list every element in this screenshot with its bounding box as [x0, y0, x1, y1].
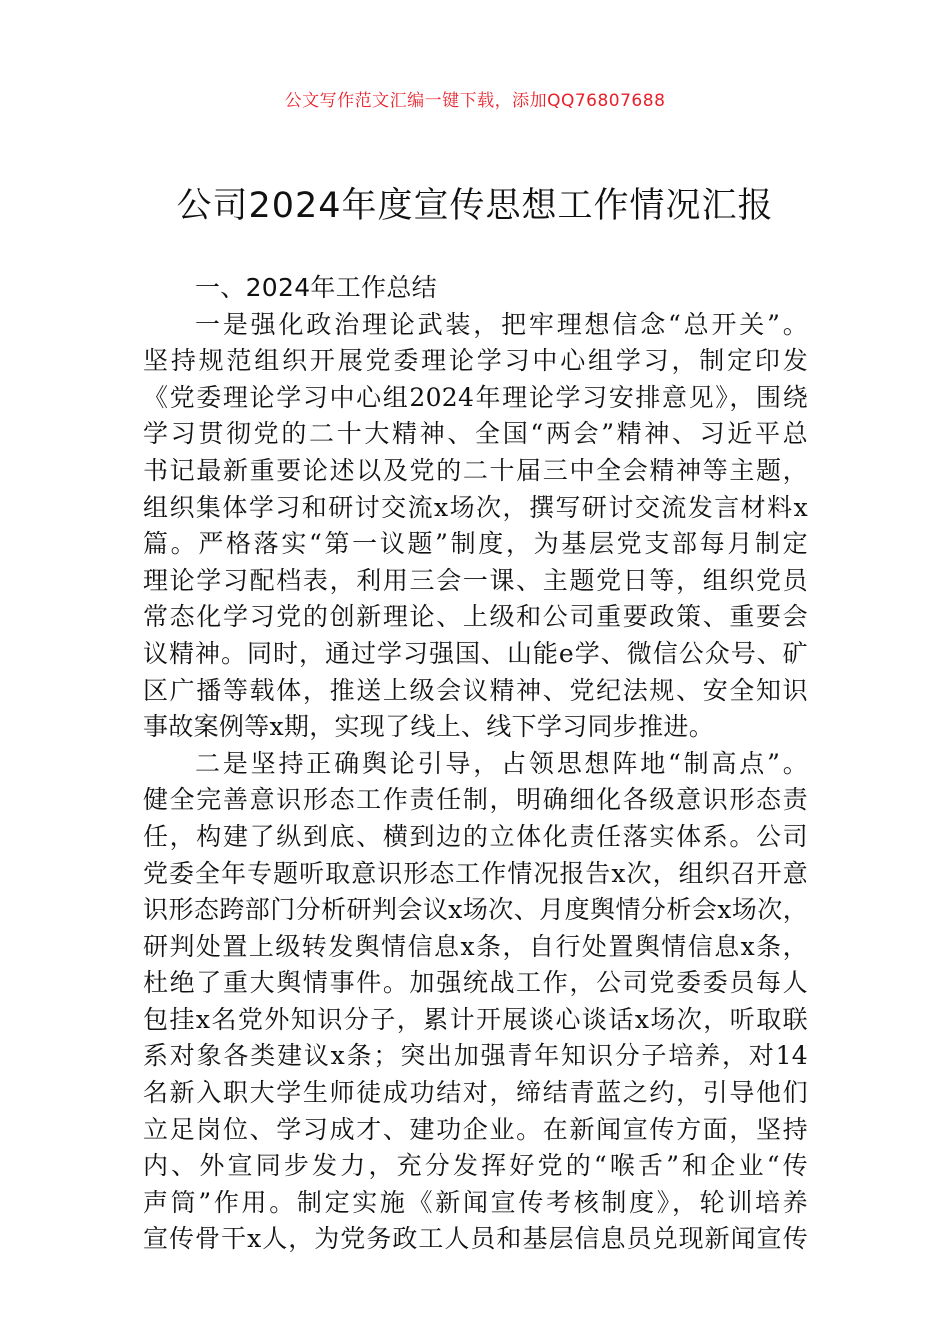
- paragraph-line: 坚持规范组织开展党委理论学习中心组学习，制定印发: [143, 346, 808, 376]
- paragraph-line: 常态化学习党的创新理论、上级和公司重要政策、重要会: [143, 602, 808, 632]
- document-body: [143, 270, 808, 1258]
- paragraph-line: 理论学习配档表，利用三会一课、主题党日等，组织党员: [143, 565, 808, 595]
- paragraph-line: 系对象各类建议x条；突出加强青年知识分子培养，对14: [143, 1041, 808, 1071]
- paragraph-line: 杜绝了重大舆情事件。加强统战工作，公司党委委员每人: [143, 968, 808, 998]
- paragraph-line: 区广播等载体，推送上级会议精神、党纪法规、安全知识: [143, 675, 808, 705]
- paragraph-line: 名新入职大学生师徒成功结对，缔结青蓝之约，引导他们: [143, 1078, 808, 1108]
- paragraph-line: 研判处置上级转发舆情信息x条，自行处置舆情信息x条，: [143, 931, 808, 961]
- header-note: 公文写作范文汇编一键下载，添加QQ76807688: [284, 91, 666, 111]
- paragraph-line: 内、外宣同步发力，充分发挥好党的“喉舌”和企业“传: [143, 1151, 808, 1181]
- paragraph-line: 党委全年专题听取意识形态工作情况报告x次，组织召开意: [143, 858, 808, 888]
- paragraph-line: 事故案例等x期，实现了线上、线下学习同步推进。: [143, 712, 715, 742]
- paragraph-line: 健全完善意识形态工作责任制，明确细化各级意识形态责: [143, 785, 808, 815]
- paragraph-line: 篇。严格落实“第一议题”制度，为基层党支部每月制定: [143, 529, 808, 559]
- paragraph-line: 宣传骨干x人，为党务政工人员和基层信息员兑现新闻宣传: [143, 1224, 808, 1254]
- paragraph-line: 包挂x名党外知识分子，累计开展谈心谈话x场次，听取联: [143, 1004, 808, 1034]
- paragraph-line: 二是坚持正确舆论引导，占领思想阵地“制高点”。: [195, 748, 808, 778]
- paragraph-line: 组织集体学习和研讨交流x场次，撰写研讨交流发言材料x: [143, 492, 808, 522]
- paragraph-line: 议精神。同时，通过学习强国、山能e学、微信公众号、矿: [143, 638, 808, 668]
- paragraph-line: 书记最新重要论述以及党的二十届三中全会精神等主题，: [143, 455, 808, 485]
- paragraph-line: 任，构建了纵到底、横到边的立体化责任落实体系。公司: [143, 821, 808, 851]
- paragraph-line: 《党委理论学习中心组2024年理论学习安排意见》，围绕: [143, 382, 808, 412]
- paragraph-line: 声筒”作用。制定实施《新闻宣传考核制度》，轮训培养: [143, 1187, 808, 1217]
- section-heading: 一、2024年工作总结: [195, 273, 437, 302]
- document-title: 公司2024年度宣传思想工作情况汇报: [176, 186, 774, 226]
- paragraph-line: 立足岗位、学习成才、建功企业。在新闻宣传方面，坚持: [143, 1114, 808, 1144]
- paragraph-line: 一是强化政治理论武装，把牢理想信念“总开关”。: [195, 309, 808, 339]
- paragraph-line: 学习贯彻党的二十大精神、全国“两会”精神、习近平总: [143, 419, 808, 449]
- paragraph-line: 识形态跨部门分析研判会议x场次、月度舆情分析会x场次，: [143, 895, 808, 925]
